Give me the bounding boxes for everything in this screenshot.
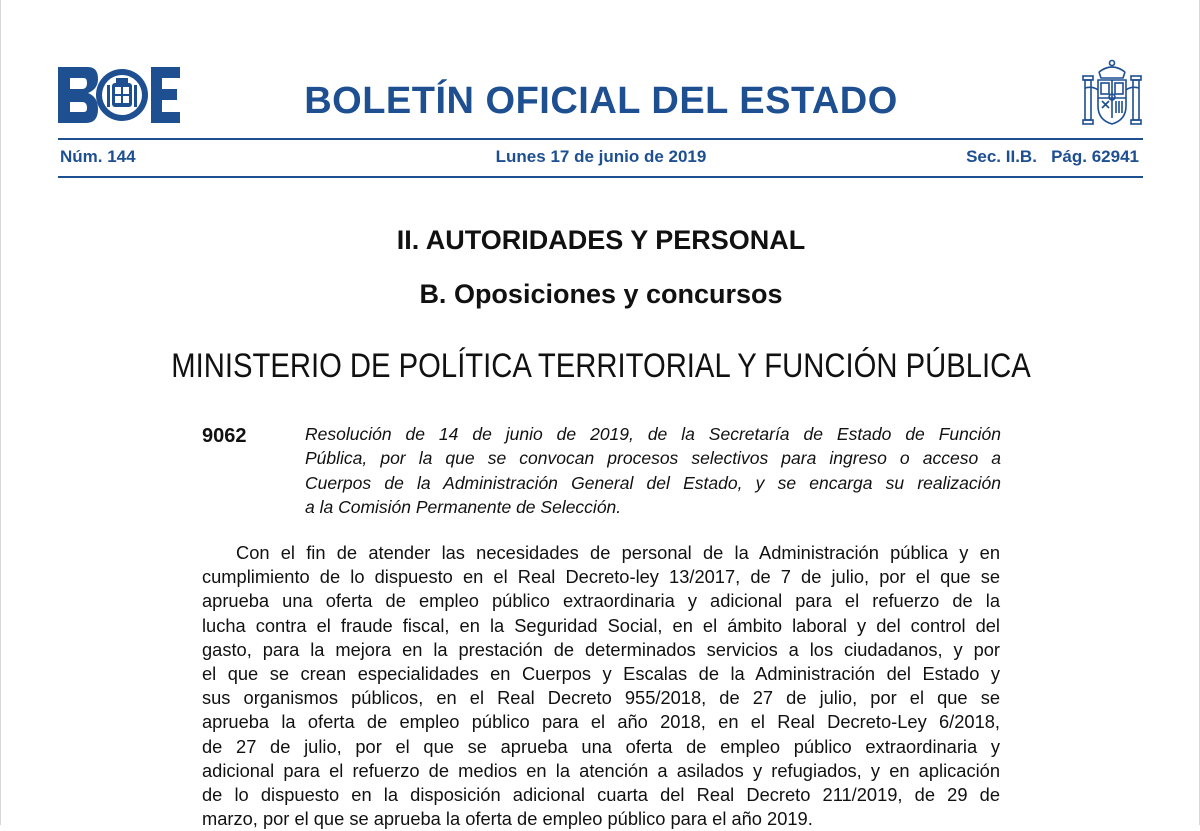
issue-number: Núm. 144 xyxy=(60,147,136,166)
boe-logo-icon xyxy=(58,67,180,123)
body-line: lucha contra el fraude fiscal, en la Seguridad Social, en el ámbito laboral y del control del xyxy=(202,614,1000,636)
body-line: de lo dispuesto en la disposición adicional cuarta del Real Decreto 211/2019, de 29 de xyxy=(202,784,1000,806)
body-line: sus organismos públicos, en el Real Decreto 955/2018, de 27 de julio, por el que se xyxy=(202,687,1000,709)
body-line: de 27 de julio, por el que se aprueba una oferta de empleo público extraordinaria y xyxy=(202,735,1000,757)
publication-title: BOLETÍN OFICIAL DEL ESTADO xyxy=(304,80,898,122)
body-line: adicional para el refuerzo de medios en la atención a asilados y refugiados, y en aplicación xyxy=(202,759,1000,781)
coat-of-arms-icon xyxy=(1081,58,1143,128)
body-line: cumplimiento de lo dispuesto en el Real Decreto-ley 13/2017, de 7 de julio, por el que se xyxy=(202,566,1000,588)
body-line: el que se crean especialidades en Cuerpos y Escalas de la Administración del Estado y xyxy=(202,663,1000,685)
resolution-line: a la Comisión Permanente de Selección. xyxy=(305,496,622,517)
body-line: marzo, por el que se aprueba la oferta de empleo público para el año 2019. xyxy=(202,808,813,830)
header-rule-top xyxy=(58,138,1143,140)
body-paragraph xyxy=(202,541,1000,831)
resolution-line: Cuerpos de la Administración General del Estado, y se encarga su realización xyxy=(305,472,1001,493)
header-rule-bottom xyxy=(58,176,1143,178)
resolution-line: Resolución de 14 de junio de 2019, de la Secretaría de Estado de Función xyxy=(305,424,1001,444)
section-subheading: B. Oposiciones y concursos xyxy=(419,279,783,309)
body-line: gasto, para la mejora en la prestación de determinados servicios a los ciudadanos, y por xyxy=(202,638,1000,660)
ministry-name: MINISTERIO DE POLÍTICA TERRITORIAL Y FUNCIÓN PÚBLICA xyxy=(171,347,1031,385)
resolution-summary xyxy=(305,422,1001,519)
section-page: Sec. II.B. Pág. 62941 xyxy=(966,147,1139,166)
section-heading: II. AUTORIDADES Y PERSONAL xyxy=(396,225,806,255)
issue-date: Lunes 17 de junio de 2019 xyxy=(495,147,707,166)
body-line: aprueba una oferta de empleo público extraordinaria y adicional para el refuerzo de la xyxy=(202,590,1000,612)
resolution-number: 9062 xyxy=(202,425,247,447)
body-line: aprueba la oferta de empleo público para el año 2018, en el Real Decreto-Ley 6/2018, xyxy=(202,711,1000,733)
resolution-line: Pública, por la que se convocan procesos selectivos para ingreso o acceso a xyxy=(305,448,1001,469)
body-line: Con el fin de atender las necesidades de personal de la Administración pública y en xyxy=(236,542,1000,563)
